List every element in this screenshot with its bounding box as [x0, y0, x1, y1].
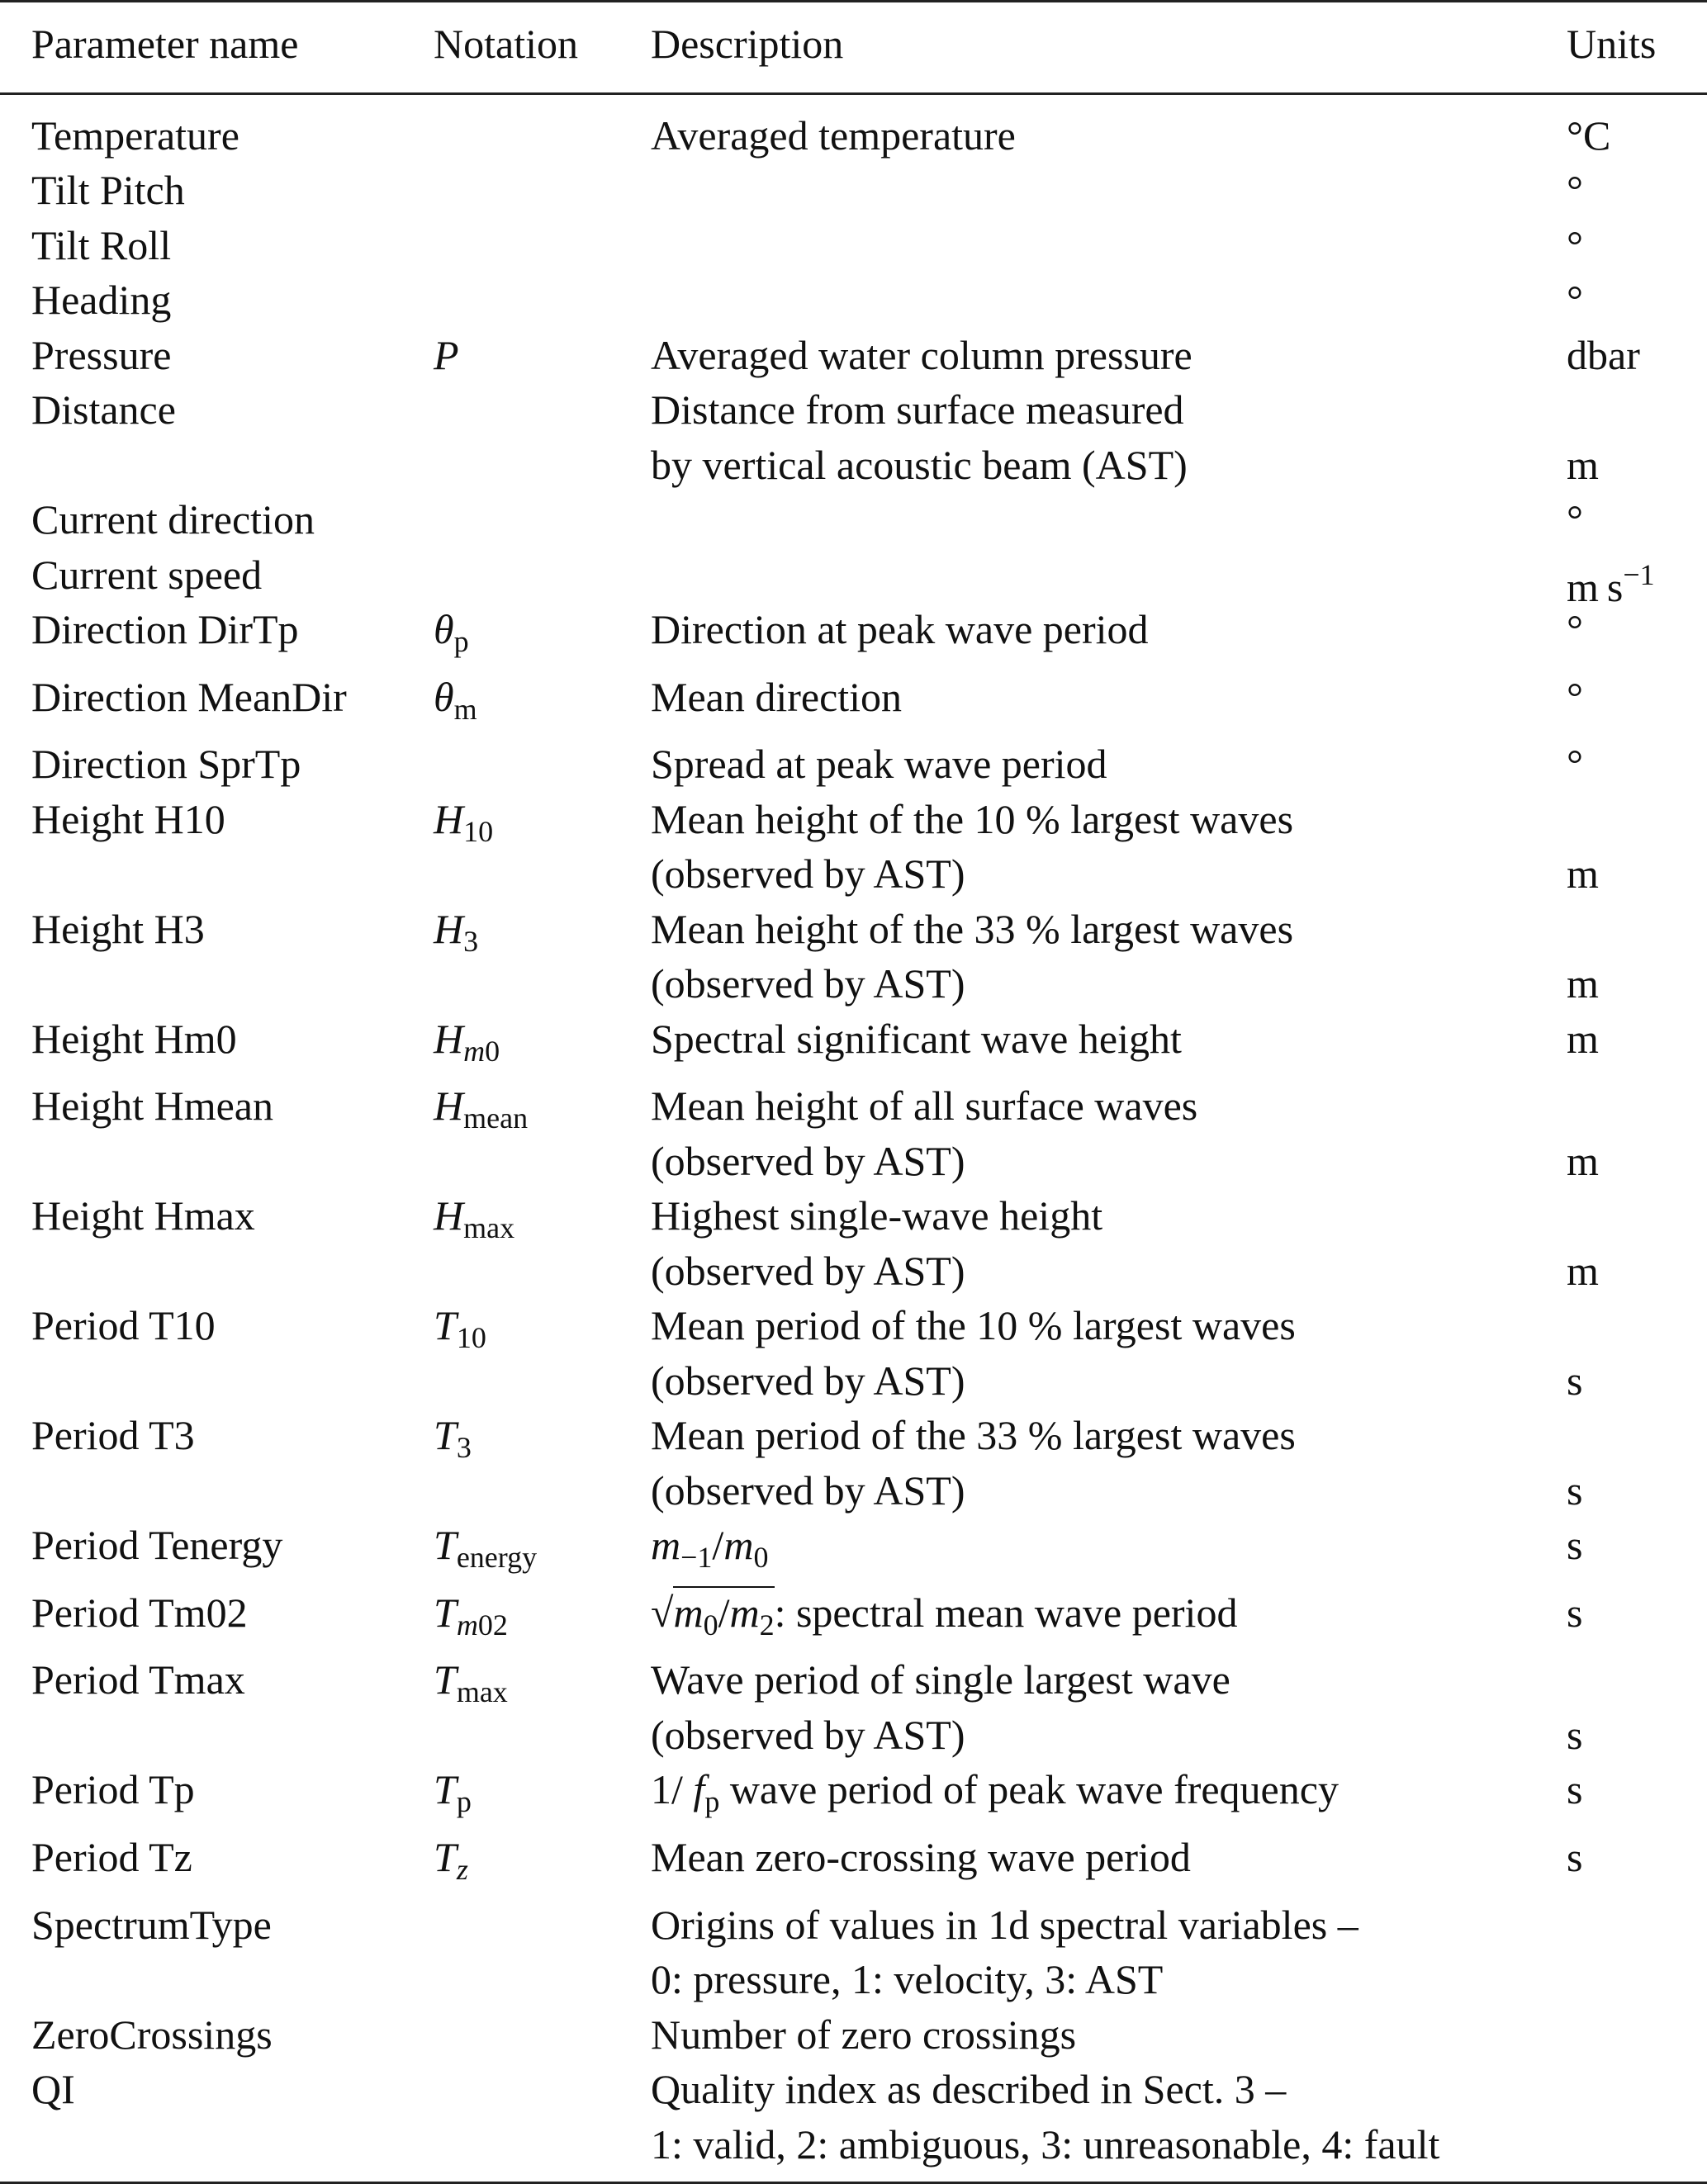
cell-description	[651, 272, 1567, 328]
unit-value: m $s^{-1}$	[1567, 557, 1655, 610]
cell-units	[1567, 670, 1707, 737]
unit-value	[1567, 1952, 1707, 2007]
cell-notation	[434, 93, 651, 163]
description-line: (observed by AST)	[651, 1137, 965, 1184]
description-line: Quality index as described in Sect. 3 –	[651, 2066, 1287, 2113]
cell-description	[651, 1408, 1567, 1518]
unit-value	[1567, 2117, 1707, 2172]
unit-value: °	[1567, 496, 1583, 542]
table-row	[0, 792, 1707, 902]
unit-value: °C	[1567, 111, 1611, 159]
cell-description	[651, 2062, 1567, 2183]
cell-units	[1567, 902, 1707, 1011]
cell-units	[1567, 1011, 1707, 1079]
table-row	[0, 902, 1707, 1011]
cell-parameter-name: Tilt Roll	[31, 221, 172, 268]
cell-units	[1567, 792, 1707, 902]
cell-units	[1567, 1585, 1707, 1653]
unit-value: s	[1567, 1522, 1583, 1569]
table-row	[0, 547, 1707, 603]
table-row	[0, 93, 1707, 163]
cell-units	[1567, 1408, 1707, 1518]
unit-value: dbar	[1567, 331, 1640, 378]
description-line	[651, 547, 1567, 603]
unit-value: °	[1567, 221, 1583, 268]
table-row	[0, 1518, 1707, 1585]
description-line: Origins of values in 1d spectral variables –	[651, 1901, 1358, 1948]
cell-notation: $T_{max}$	[434, 1656, 508, 1709]
cell-notation: $H_{max}$	[434, 1192, 515, 1245]
unit-value: °	[1567, 741, 1583, 788]
cell-description	[651, 1897, 1567, 2007]
cell-description	[651, 1298, 1567, 1408]
description-line: Distance from surface measured	[651, 386, 1184, 433]
cell-parameter-name: Height H10	[31, 795, 225, 842]
cell-notation	[434, 272, 651, 328]
cell-units	[1567, 1188, 1707, 1298]
table-row	[0, 163, 1707, 218]
description-line	[651, 492, 1567, 547]
cell-notation: $T_3$	[434, 1412, 472, 1465]
description-line	[651, 163, 1567, 218]
unit-value: s	[1567, 1711, 1583, 1758]
cell-parameter-name: Pressure	[31, 331, 172, 378]
cell-units	[1567, 492, 1707, 547]
cell-units	[1567, 218, 1707, 273]
cell-notation	[434, 1897, 651, 2007]
cell-units	[1567, 1298, 1707, 1408]
table-row	[0, 1011, 1707, 1079]
table-row	[0, 272, 1707, 328]
cell-parameter-name: QI	[0, 2062, 434, 2183]
cell-notation	[434, 382, 651, 492]
table-row	[0, 1897, 1707, 2007]
description-line: Mean height of the 10 % largest waves	[651, 795, 1294, 842]
header-notation: Notation	[434, 2, 651, 94]
cell-description	[651, 492, 1567, 547]
cell-description	[651, 737, 1567, 792]
cell-description	[651, 1830, 1567, 1897]
cell-parameter-name: Direction SprTp	[31, 741, 301, 788]
cell-units	[1567, 2007, 1707, 2063]
description-line: Spread at peak wave period	[651, 741, 1107, 788]
table-row	[0, 2007, 1707, 2063]
cell-notation: $\theta_m$	[434, 673, 477, 726]
table-row	[0, 218, 1707, 273]
cell-description	[651, 382, 1567, 492]
cell-description	[651, 1011, 1567, 1079]
cell-parameter-name: Height Hmean	[31, 1083, 273, 1130]
cell-parameter-name: ZeroCrossings	[31, 2011, 273, 2058]
unit-value: m	[1567, 850, 1599, 898]
cell-parameter-name: Direction DirTp	[31, 606, 299, 652]
cell-notation	[434, 163, 651, 218]
description-line: Mean height of all surface waves	[651, 1083, 1198, 1130]
unit-value: m	[1567, 960, 1599, 1007]
cell-notation: $H_{mean}$	[434, 1083, 529, 1135]
cell-description	[651, 792, 1567, 902]
table-row	[0, 737, 1707, 792]
cell-parameter-name: Period T10	[31, 1302, 216, 1349]
header-row	[0, 2, 1707, 94]
cell-description	[651, 1652, 1567, 1762]
cell-notation: $T_z$	[434, 1833, 468, 1887]
cell-parameter-name: Height Hmax	[31, 1192, 255, 1239]
description-line: (observed by AST)	[651, 1247, 965, 1294]
unit-value: m	[1567, 441, 1599, 488]
cell-description	[651, 547, 1567, 603]
unit-value: m	[1567, 1015, 1599, 1062]
cell-description	[651, 1078, 1567, 1188]
cell-units	[1567, 1897, 1707, 2007]
unit-value: s	[1567, 1833, 1583, 1880]
cell-parameter-name: Height H3	[31, 905, 205, 952]
cell-parameter-name: Temperature	[31, 111, 239, 159]
cell-description	[651, 602, 1567, 670]
cell-notation: P	[434, 331, 459, 378]
cell-description	[651, 2007, 1567, 2063]
unit-value: s	[1567, 1357, 1583, 1404]
cell-parameter-name: Period T3	[31, 1412, 195, 1459]
description-line: Number of zero crossings	[651, 2011, 1077, 2058]
cell-notation: $\theta_p$	[434, 606, 469, 659]
cell-notation: $T_{10}$	[434, 1302, 486, 1355]
description-line: Mean direction	[651, 673, 903, 720]
unit-value: s	[1567, 1589, 1583, 1636]
cell-notation	[434, 492, 651, 547]
cell-notation	[434, 2007, 651, 2063]
description-line	[651, 272, 1567, 328]
header-units: Units	[1567, 2, 1707, 94]
cell-description	[651, 163, 1567, 218]
unit-value	[1567, 2007, 1707, 2063]
cell-units	[1567, 1518, 1707, 1585]
table-row	[0, 492, 1707, 547]
cell-description	[651, 218, 1567, 273]
table-row	[0, 382, 1707, 492]
description-line: Spectral significant wave height	[651, 1015, 1182, 1062]
table-row	[0, 1830, 1707, 1897]
cell-units	[1567, 547, 1707, 610]
cell-units	[1567, 93, 1707, 163]
cell-parameter-name: Period Tp	[31, 1766, 195, 1813]
cell-description	[651, 1518, 1567, 1585]
table-row	[0, 1298, 1707, 1408]
cell-units	[1567, 602, 1707, 670]
cell-units	[1567, 328, 1707, 383]
cell-description	[651, 1585, 1567, 1653]
cell-notation: $H_{m0}$	[434, 1015, 500, 1068]
unit-value: °	[1567, 606, 1583, 652]
cell-units	[1567, 2062, 1707, 2183]
cell-notation: $H_{10}$	[434, 795, 494, 848]
description-line: Mean zero-crossing wave period	[651, 1833, 1191, 1880]
table-row	[0, 328, 1707, 383]
cell-parameter-name: Period Tz	[31, 1833, 192, 1880]
table-row	[0, 2062, 1707, 2183]
cell-notation: $H_3$	[434, 905, 479, 958]
cell-notation	[434, 2062, 651, 2183]
cell-notation	[434, 218, 651, 273]
table-row	[0, 1652, 1707, 1762]
cell-description	[651, 1188, 1567, 1298]
unit-value: s	[1567, 1466, 1583, 1514]
cell-parameter-name: Distance	[31, 386, 176, 433]
cell-description	[651, 902, 1567, 1011]
cell-parameter-name: Period Tm02	[31, 1589, 248, 1636]
description-line: (observed by AST)	[651, 960, 965, 1007]
description-line: Direction at peak wave period	[651, 606, 1149, 652]
unit-value: m	[1567, 1137, 1599, 1184]
table-row	[0, 1762, 1707, 1830]
description-line: 1/ $f_p$ wave period of peak wave frequency	[651, 1766, 1339, 1819]
cell-units	[1567, 1078, 1707, 1188]
unit-value: m	[1567, 1247, 1599, 1294]
description-line: (observed by AST)	[651, 1357, 965, 1404]
unit-value: °	[1567, 277, 1583, 323]
cell-notation	[434, 737, 651, 792]
description-line: (observed by AST)	[651, 1711, 965, 1758]
cell-units	[1567, 1830, 1707, 1897]
cell-description	[651, 670, 1567, 737]
unit-value: °	[1567, 673, 1583, 720]
cell-parameter-name: Current speed	[31, 551, 263, 598]
cell-parameter-name: Period Tenergy	[31, 1522, 283, 1569]
description-line: Mean height of the 33 % largest waves	[651, 905, 1294, 952]
unit-value: °	[1567, 167, 1583, 213]
table-row	[0, 1408, 1707, 1518]
table-row	[0, 1078, 1707, 1188]
header-parameter-name: Parameter name	[0, 2, 434, 94]
table-row	[0, 1585, 1707, 1653]
description-line: 1: valid, 2: ambiguous, 3: unreasonable, 4: fault	[651, 2120, 1440, 2167]
cell-parameter-name: Period Tmax	[31, 1656, 245, 1703]
cell-units	[1567, 1762, 1707, 1830]
description-line: Mean period of the 10 % largest waves	[651, 1302, 1296, 1349]
description-line: Averaged water column pressure	[651, 331, 1193, 378]
cell-parameter-name: Current direction	[31, 496, 315, 542]
table-row	[0, 670, 1707, 737]
cell-parameter-name: Direction MeanDir	[31, 673, 347, 720]
table-row	[0, 602, 1707, 670]
cell-parameter-name: Height Hm0	[31, 1015, 237, 1062]
description-line: 0: pressure, 1: velocity, 3: AST	[651, 1956, 1164, 2003]
description-line: (observed by AST)	[651, 850, 965, 898]
description-line: by vertical acoustic beam (AST)	[651, 441, 1188, 488]
description-line: Wave period of single largest wave	[651, 1656, 1230, 1703]
cell-units	[1567, 272, 1707, 328]
cell-parameter-name: Heading	[31, 277, 172, 323]
cell-description	[651, 328, 1567, 383]
cell-description	[651, 1762, 1567, 1830]
description-line: $m_{-1}/m_0$	[651, 1522, 769, 1575]
description-line: (observed by AST)	[651, 1466, 965, 1514]
table-row	[0, 1188, 1707, 1298]
cell-notation: $T_p$	[434, 1766, 472, 1819]
description-line: Averaged temperature	[651, 111, 1016, 159]
cell-units	[1567, 163, 1707, 218]
description-line: $√m_0/m_2$: spectral mean wave period	[651, 1585, 1567, 1641]
cell-notation: $T_{m02}$	[434, 1589, 508, 1642]
description-line	[651, 218, 1567, 273]
cell-parameter-name: SpectrumType	[31, 1901, 272, 1948]
description-line: Highest single-wave height	[651, 1192, 1103, 1239]
cell-notation	[434, 547, 651, 603]
table-body	[0, 93, 1707, 2183]
cell-units	[1567, 737, 1707, 792]
cell-notation: $T_{energy}$	[434, 1522, 538, 1575]
description-line: Mean period of the 33 % largest waves	[651, 1412, 1296, 1459]
cell-units	[1567, 1652, 1707, 1762]
header-description: Description	[651, 2, 1567, 94]
cell-units	[1567, 382, 1707, 492]
cell-description	[651, 93, 1567, 163]
unit-value: s	[1567, 1766, 1583, 1813]
cell-parameter-name: Tilt Pitch	[31, 167, 185, 213]
